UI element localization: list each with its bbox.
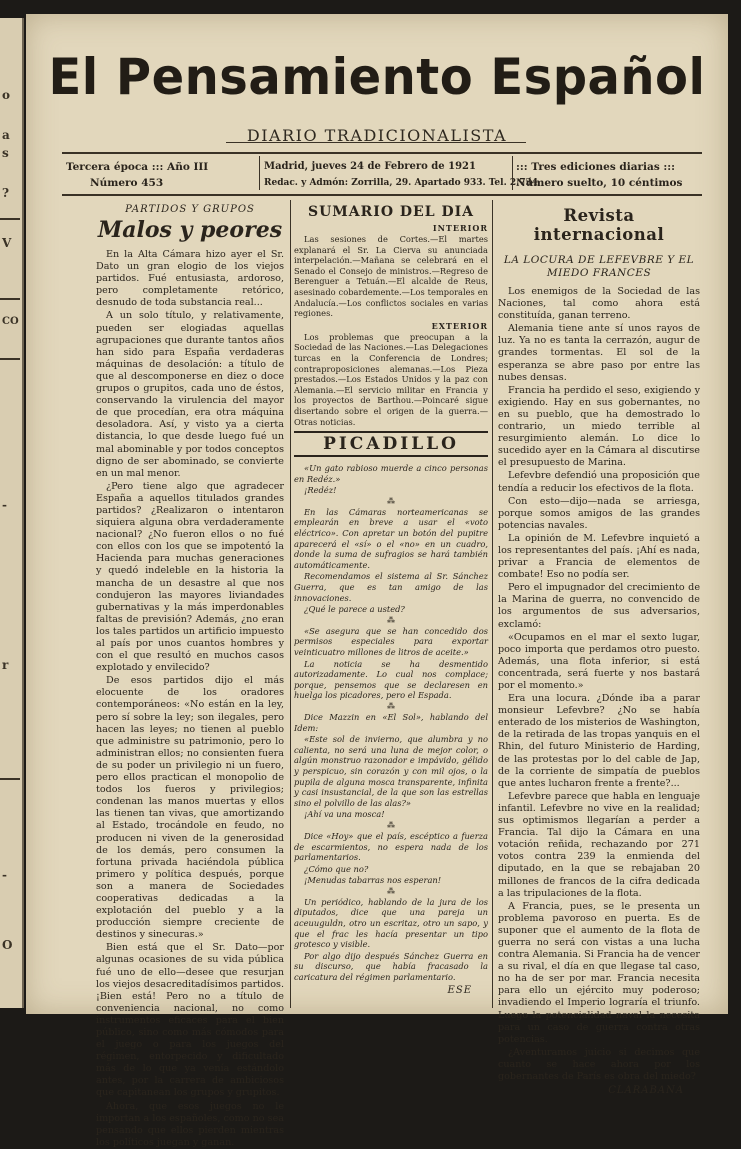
prev-page-fragment: CO: [2, 316, 19, 327]
edition-info: [66, 159, 256, 191]
picadillo-item: Dice «Hoy» que el país, escéptico a fuerza de escarmientos, no espera nada de los parlamentarios.: [294, 830, 488, 863]
interior-summary: Las sesiones de Cortes.—El martes explanará el Sr. La Cierva su anunciada interpelación.—Mañana se celebrará en el Senado el Consejo de ministros.—Regreso de Berenguer a Tetuán.—El alcalde de Reus, asesinado cobardemente.—Los temporales en Andalucía.—Los conflictos sociales en varias regiones.: [294, 234, 488, 319]
article-paragraph: De esos partidos dijo el más elocuente de los oradores contemporáneos: «No están en la ley, pero sí sobre la ley; son ilegales, pero hacen las leyes; no tienen al pueblo que administre su patrimonio, pero lo administran ellos; no consienten fuera de su poder un privilegio ni un fuero, pero ellos practican el monopolio de todos los fueros y privilegios; condenan las manos muertas y ellos las tienen tan vivas, que amortizando al Estado, trocándole en feudo, no producen ni viven de la generosidad de los demás, pero consumen la fortuna privada haciéndola pública primero y política después, porque son a manera de Sociedades cooperativas dedicadas a la explotación del pueblo y a la producción siempre creciente de destinos y sinecuras.»: [96, 675, 284, 941]
picadillo-item: Por algo dijo después Sánchez Guerra en su discurso, que había fracasado la caricatura del régimen parlamentario.: [294, 950, 488, 983]
picadillo-item: «Este sol de invierno, que alumbra y no calienta, no será una luna de mejor color, o algún monstruo razonador e impávido, gélido y perspicuo, sin corazón y con mil ojos, o la pupila de alguna mosca transparente, infinita y casi insustancial, de la que son las estrellas sino el polvillo de las alas?»: [294, 734, 488, 808]
prev-page-fragment: -: [2, 498, 7, 512]
separator-stars: ⁂: [387, 886, 395, 896]
price-label: Número suelto, 10 céntimos: [516, 177, 683, 189]
separator-stars: ⁂: [387, 615, 395, 625]
article-paragraph: Con esto—dijo—nada se arriesga, porque somos amigos de las grandes potencias navales.: [498, 495, 700, 531]
article-paragraph: Los enemigos de la Sociedad de las Naciones, tal como ahora está constituída, ganan terreno.: [498, 286, 700, 322]
separator-stars: ⁂: [387, 701, 395, 711]
article-paragraph: Bien está que el Sr. Dato—por algunas ocasiones de su vida pública fué uno de ello—desee que resurjan los viejos desacreditadísimos partidos. ¡Bien está! Pero no a título de conveniencia nacional, no como instrumentos eficaces para el bien público, sino como más cómodos para el juego o para los juegos del régimen, entorpecido y dificultado más de lo que ya venía estándolo antes, por la carrera de ambiciosos que capitanean los grupos y grupitos.: [96, 942, 284, 1099]
picadillo-item: Un periódico, hablando de la jura de los diputados, dice que una pareja un aceuuguldn, otro un escritaz, otro un sapo, y que el frac les hacía presentar un tipo grotesco y visible.: [294, 896, 488, 950]
header-bottom-rule: [62, 194, 702, 196]
summary-heading: SUMARIO DEL DIA: [307, 204, 474, 220]
article-subheading: LA LOCURA DE LEFEVBRE Y EL MIEDO FRANCES: [503, 254, 695, 279]
prev-page-fragment: r: [2, 658, 9, 672]
article-paragraph: Ahora, que esos juegos no le importan a los españoles, como no sea pensando que ellos pierden mientras los políticos juegan y ganan.: [96, 1100, 284, 1148]
column-divider: [290, 200, 291, 1008]
picadillo-item: «Se asegura que se han concedido dos permisos especiales para exportar veinticuatro millones de litros de aceite.»: [294, 625, 488, 657]
article-paragraph: A un solo título, y relativamente, pueden ser elogiadas aquellas agrupaciones que durante tantos años han sido para España verdaderas máquinas de desolación: a título de que al descomponerse en diez o doce grupos o grupitos, cada uno de éstos, conservando la virulencia del mayor de que procedían, era otra máquina desoladora. Así, y visto ya a cierta distancia, lo que desde luego fué un mal abominable y por todos conceptos digno de ser abominado, se convierte en un mal menor.: [96, 310, 284, 479]
issue-number: Número 453: [90, 177, 164, 189]
left-article: [96, 204, 284, 1148]
picadillo-item: Dice Mazzin en «El Sol», hablando del Idem:: [294, 711, 488, 733]
interior-label: INTERIOR: [432, 223, 488, 233]
article-kicker: PARTIDOS Y GRUPOS: [125, 204, 255, 215]
picadillo-signature: ESE: [447, 984, 472, 996]
article-paragraph: ¿Aventuramos juicio si decimos que cuanto se hace ahora por los gobernantes de París es obra del miedo?: [498, 1046, 700, 1082]
picadillo-item: ¡Redéz!: [304, 485, 337, 496]
article-paragraph: Era una locura. ¿Dónde iba a parar monsieur Lefevbre? ¿No se había enterado de los misterios de Washington, de la retirada de las tropas yanquis en el Rhin, del futuro Ministerio de Harding, de las protestas por lo del cable de Jap, de la corriente de simpatía de pueblos que antes lucharon frente a frente?...: [498, 693, 700, 789]
prev-page-fragment: o: [2, 88, 11, 102]
middle-column: [294, 204, 488, 1009]
article-paragraph: Lefevbre parece que habla en lenguaje infantil. Lefevbre no vive en la realidad; sus optimismos llegarían a perder a Francia. Tal dijo la Cámara en una votación reñida, rechazando por 271 votos contra 239 la enmienda del diputado, en la que se rebajaban 20 millones de francos de la cifra dedicada a las tripulaciones de la flota.: [498, 790, 700, 899]
header-divider: [512, 156, 513, 190]
article-paragraph: Pero el impugnador del crecimiento de la Marina de guerra, no convencido de los argumentos de sus adversarios, exclamó:: [498, 582, 700, 630]
date-address-info: [264, 159, 539, 191]
article-heading: Revista internacional: [533, 206, 665, 244]
article-paragraph: ¿Pero tiene algo que agradecer España a aquellos titulados grandes partidos? ¿Realizaron o intentaron siquiera alguna obra verdaderamente nacional? ¿No fueron ellos o no fué con ellos con los que se impotentó la Hacienda para muchas generaciones y quedó indeleble en la historia la mancha de un desastre al que nos condujeron las mayores liviandades gubernativas y la más imperdonables faltas de previsión? Además, ¿no eran los tales partidos un artificio impuesto al país por unos cuantos hombres y con el que resultó en muchos casos explotado y envilecido?: [96, 480, 284, 674]
article-paragraph: La opinión de M. Lefevbre inquietó a los representantes del país. ¡Ahí es nada, privar a Francia de elementos de combate! Eso no podía ser.: [498, 532, 700, 581]
prev-page-fragment: O: [2, 938, 13, 952]
article-paragraph: Francia ha perdido el seso, exigiendo y exigiendo. Hay en sus gobernantes, no en su pueblo, que ha demostrado lo contrario, un miedo terrible al resurgimiento alemán. Lo dice lo sucedido ayer en la Cámara al discutirse el presupuesto de Marina.: [498, 384, 700, 469]
prev-page-fragment: s: [2, 146, 9, 160]
previous-page-edge: [0, 18, 24, 1008]
issue-date: Madrid, jueves 24 de Febrero de 1921: [264, 161, 476, 172]
header-top-rule: [62, 152, 702, 154]
separator-stars: ⁂: [387, 496, 395, 506]
picadillo-heading: PICADILLO: [294, 431, 488, 457]
article-paragraph: «Ocupamos en el mar el sexto lugar, poco importa que perdamos otro puesto. Además, una flota inferior, si está concentrada, será fuerte y nos bastará por el momento.»: [498, 631, 700, 691]
column-divider: [492, 200, 493, 1008]
prev-page-fragment: a: [2, 128, 10, 142]
picadillo-item: La noticia se ha desmentido autorizadamente. Lo cual nos complace; porque, pensemos que se declaresen en huelga los picadores, pero el Espada.: [294, 658, 488, 701]
article-paragraph: Lefevbre defendió una proposición que tendía a reducir los efectivos de la flota.: [498, 470, 700, 494]
picadillo-item: Recomendamos el sistema al Sr. Sánchez Guerra, que es tan amigo de las innovaciones.: [294, 571, 488, 603]
price-info: [516, 159, 726, 191]
newspaper-page: [26, 14, 728, 1148]
article-paragraph: Alemania tiene ante sí unos rayos de luz. Ya no es tanta la cerrazón, augur de grandes tormentas. El sol de la esperanza se abre paso por entre las nubes densas.: [498, 323, 700, 383]
masthead-title: El Pensamiento Español: [48, 48, 706, 106]
article-headline: Malos y peores: [97, 217, 283, 243]
picadillo-item: «Un gato rabioso muerde a cinco personas en Redéz.»: [294, 463, 488, 484]
separator-stars: ⁂: [387, 820, 395, 830]
prev-page-fragment: ?: [2, 186, 10, 200]
picadillo-item: En las Cámaras norteamericanas se emplearán en breve a usar el «voto eléctrico». Con apretar un botón del pupitre aparecerá el «sí» o el «no» en un cuadro, donde la suma de sufragios se hará también automáticamente.: [294, 506, 488, 570]
header-divider: [259, 156, 260, 190]
right-article: [498, 206, 700, 1097]
picadillo-item: ¡Ahí va una mosca!: [304, 809, 385, 820]
exterior-summary: Los problemas que preocupan a la Sociedad de las Naciones.—Las Delegaciones turcas en la Conferencia de Londres; contraproposiciones alemanas.—Los Pieza prestados.—Los Estados Unidos y la paz con Alemania.—El servicio militar en Francia y los proyectos de Barthou.—Poincaré sigue disertando sobre el origen de la guerra.—Otras noticias.: [294, 331, 488, 427]
epoch-label: Tercera época ::: Año III: [66, 161, 209, 173]
article-paragraph: En la Alta Cámara hizo ayer el Sr. Dato un gran elogio de los viejos partidos. Fué entusiasta, ardoroso, pero completamente retórico, desnudo de toda substancia real...: [96, 249, 284, 309]
masthead-subtitle: DIARIO TRADICIONALISTA: [246, 126, 508, 145]
editions-label: ::: Tres ediciones diarias :::: [516, 161, 676, 173]
prev-page-fragment: V: [2, 236, 12, 250]
picadillo-item: ¿Cómo que no?: [304, 863, 369, 874]
article-paragraph: A Francia, pues, se le presenta un problema pavoroso en puerta. Es de suponer que el aumento de la flota de guerra no será con vistas a una lucha contra Alemania. Si Francia ha de vencer a su rival, el día en que llegase tal caso, no ha de ser por mar. Francia necesita para ello un ejército muy poderoso; invadiendo el Imperio lograría el triunfo. Luego la potencialidad naval la necesita para un caso de guerra contra otras potencias.: [498, 900, 700, 1045]
address: Redac. y Admón: Zorrilla, 29. Apartado 933. Tel. 2.734: [264, 178, 539, 188]
exterior-label: EXTERIOR: [431, 320, 488, 331]
picadillo-item: ¿Qué le parece a usted?: [304, 604, 405, 615]
article-signature: CLARABANA: [608, 1085, 684, 1097]
picadillo-item: ¡Menudas tabarras nos esperan!: [304, 875, 442, 886]
prev-page-fragment: -: [2, 868, 7, 882]
